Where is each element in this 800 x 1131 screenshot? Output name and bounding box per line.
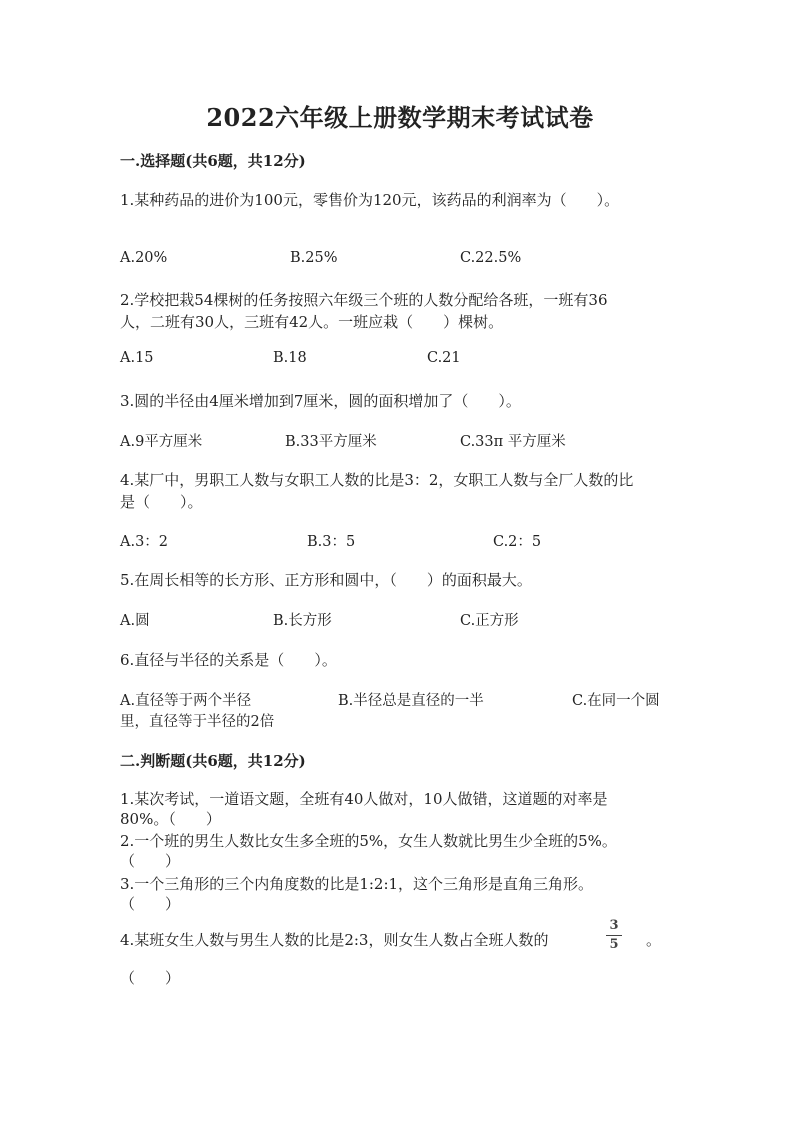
question-2-text-line2: 人，二班有30人，三班有42人。一班应栽（ ）棵树。 [120,313,504,331]
question-1-option-c: C.22.5% [460,250,522,266]
question-3-option-b: B.33平方厘米 [285,434,377,450]
question-4-option-a: A.3：2 [120,534,169,550]
judge-1-text-line1: 1.某次考试，一道语文题，全班有40人做对，10人做错，这道题的对率是 [120,790,608,808]
question-1-option-b: B.25% [290,250,338,266]
page-title: 2022六年级上册数学期末考试试卷 [206,103,594,132]
question-6-option-b: B.半径总是直径的一半 [338,693,484,709]
question-5-option-a: A.圆 [120,613,150,629]
question-6-option-c: C.在同一个圆 [572,693,660,709]
question-3-text: 3.圆的半径由4厘米增加到7厘米，圆的面积增加了（ ）。 [120,392,521,410]
question-4-option-c: C.2：5 [493,534,542,550]
judge-2-text-line1: 2.一个班的男生人数比女生多全班的5%，女生人数就比男生少全班的5%。 [120,832,617,850]
question-5-text: 5.在周长相等的长方形、正方形和圆中，（ ）的面积最大。 [120,571,532,589]
question-6-text: 6.直径与半径的关系是（ ）。 [120,651,337,669]
fraction-bar [606,935,622,936]
question-6-option-c-continued: 里，直径等于半径的2倍 [120,714,275,730]
judge-4-answer-blank: （ ） [120,969,181,987]
question-2-option-b: B.18 [273,350,307,366]
question-5-option-b: B.长方形 [273,613,332,629]
question-4-text-line2: 是（ ）。 [120,493,203,511]
question-1-text: 1.某种药品的进价为100元，零售价为120元，该药品的利润率为（ ）。 [120,191,620,209]
question-4-text-line1: 4.某厂中，男职工人数与女职工人数的比是3：2，女职工人数与全厂人数的比 [120,471,634,489]
section-heading-judgement: 二.判断题(共6题，共12分) [120,752,306,770]
judge-4-text: 4.某班女生人数与男生人数的比是2:3，则女生人数占全班人数的 [120,931,549,949]
fraction-three-fifths [603,918,625,953]
section-heading-choice: 一.选择题(共6题，共12分) [120,152,306,170]
question-2-text-line1: 2.学校把栽54棵树的任务按照六年级三个班的人数分配给各班，一班有36 [120,291,608,309]
question-3-option-c: C.33π 平方厘米 [460,434,566,450]
fraction-denominator: 5 [609,937,619,952]
question-2-option-c: C.21 [427,350,461,366]
question-2-option-a: A.15 [120,350,154,366]
question-4-option-b: B.3：5 [307,534,356,550]
question-6-option-a: A.直径等于两个半径 [120,693,252,709]
judge-3-text-line1: 3.一个三角形的三个内角度数的比是1:2:1，这个三角形是直角三角形。 [120,875,594,893]
question-3-option-a: A.9平方厘米 [120,434,203,450]
question-1-option-a: A.20% [120,250,168,266]
fraction-numerator: 3 [609,918,619,933]
judge-3-text-line2: （ ） [120,895,181,913]
question-5-option-c: C.正方形 [460,613,519,629]
judge-2-text-line2: （ ） [120,852,181,870]
judge-4-period: 。 [646,931,662,949]
judge-1-text-line2: 80%。（ ） [120,810,221,828]
